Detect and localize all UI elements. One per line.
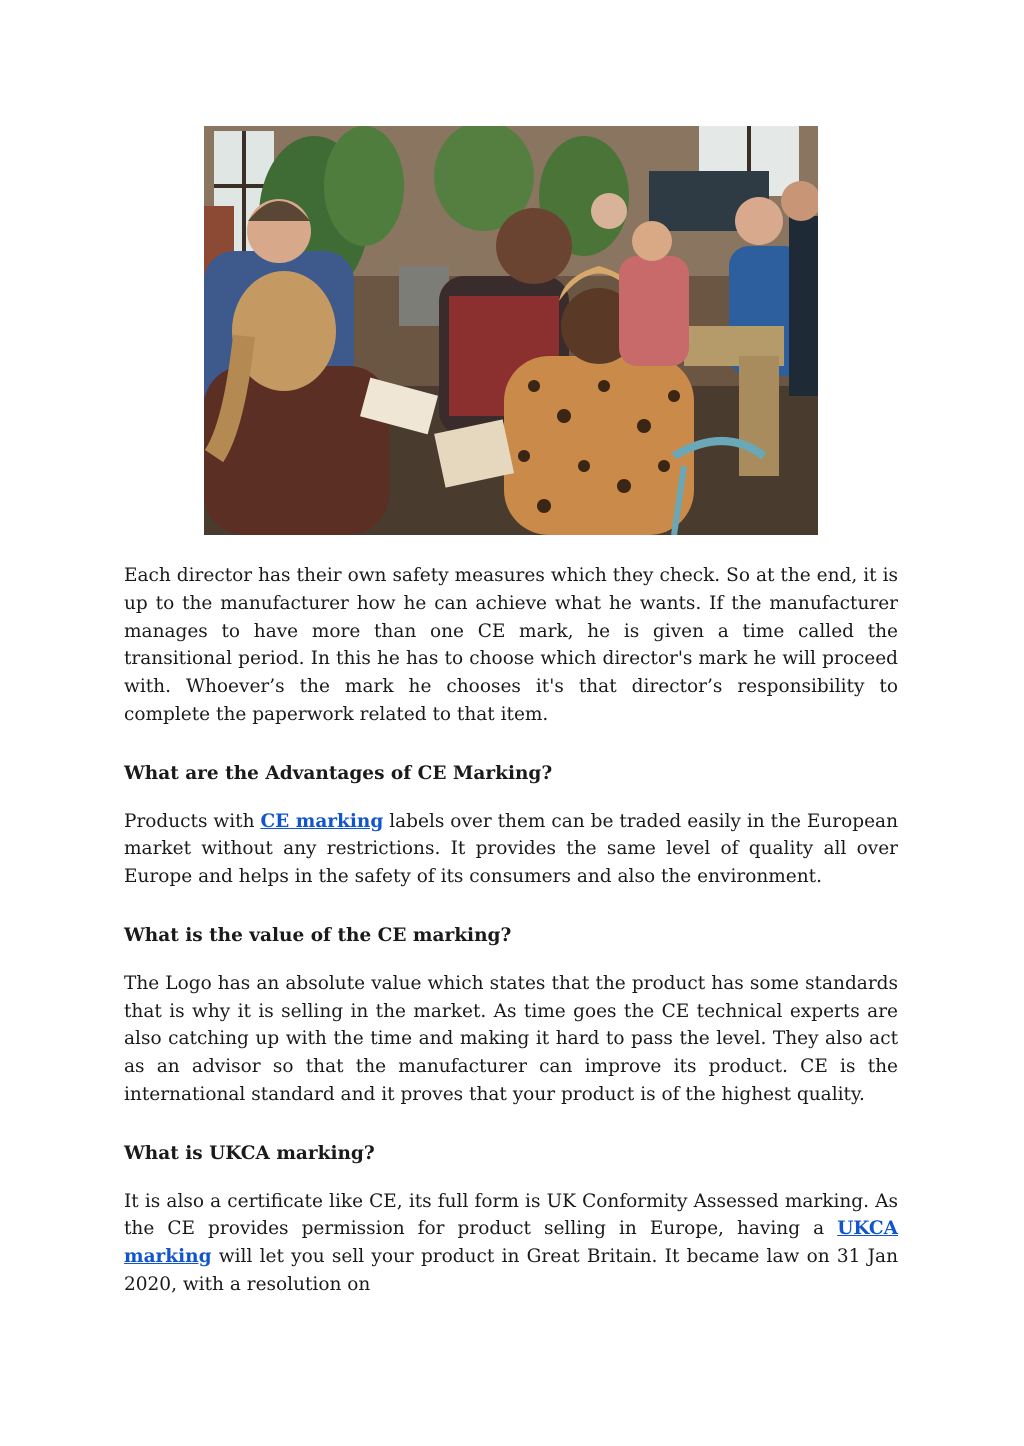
ce-marking-link[interactable]: CE marking [260, 810, 384, 832]
spacer [124, 1168, 898, 1188]
spacer [124, 1109, 898, 1140]
advantages-text-after-link: labels over them can be traded easily in the European market without any restrictions. It provides the same level of quality all over Europe and helps in the safety of its consumers and also the environment. [124, 810, 898, 888]
ukca-text-after-link: will let you sell your product in Great Britain. It became law on 31 Jan 2020, with a resolution on [124, 1246, 898, 1295]
value-paragraph: The Logo has an absolute value which states that the product has some standards that is why it is selling in the market. As time goes the CE technical experts are also catching up with the time and making it hard to pass the level. They also act as an advisor so that the manufacturer can improve its product. CE is the international standard and it proves that your product is of the highest quality. [124, 972, 898, 1105]
spacer [124, 729, 898, 760]
value-heading: What is the value of the CE marking? [124, 924, 512, 946]
article-body [124, 562, 898, 1299]
ukca-text-before-link: It is also a certificate like CE, its full form is UK Conformity Assessed marking. As the CE provides permission for product selling in Europe, having a [124, 1190, 898, 1240]
spacer [124, 891, 898, 922]
advantages-text-before-link: Products with [124, 810, 261, 832]
ukca-marking-link[interactable]: UKCA marking [124, 1218, 898, 1268]
intro-paragraph: Each director has their own safety measures which they check. So at the end, it is up to the manufacturer how he can achieve what he wants. If the manufacturer manages to have more than one CE mark, he is given a time called the transitional period. In this he has to choose which director's mark he will proceed with. Whoever’s the mark he chooses it's that director’s responsibility to complete the paperwork related to that item. [124, 565, 898, 725]
spacer [124, 950, 898, 970]
ukca-heading: What is UKCA marking? [124, 1142, 375, 1164]
advantages-paragraph [124, 808, 898, 891]
photo-illustration [204, 126, 818, 535]
advantages-heading: What are the Advantages of CE Marking? [124, 762, 553, 784]
group-discussion-photo [204, 126, 818, 535]
ukca-paragraph [124, 1188, 898, 1299]
spacer [124, 788, 898, 808]
